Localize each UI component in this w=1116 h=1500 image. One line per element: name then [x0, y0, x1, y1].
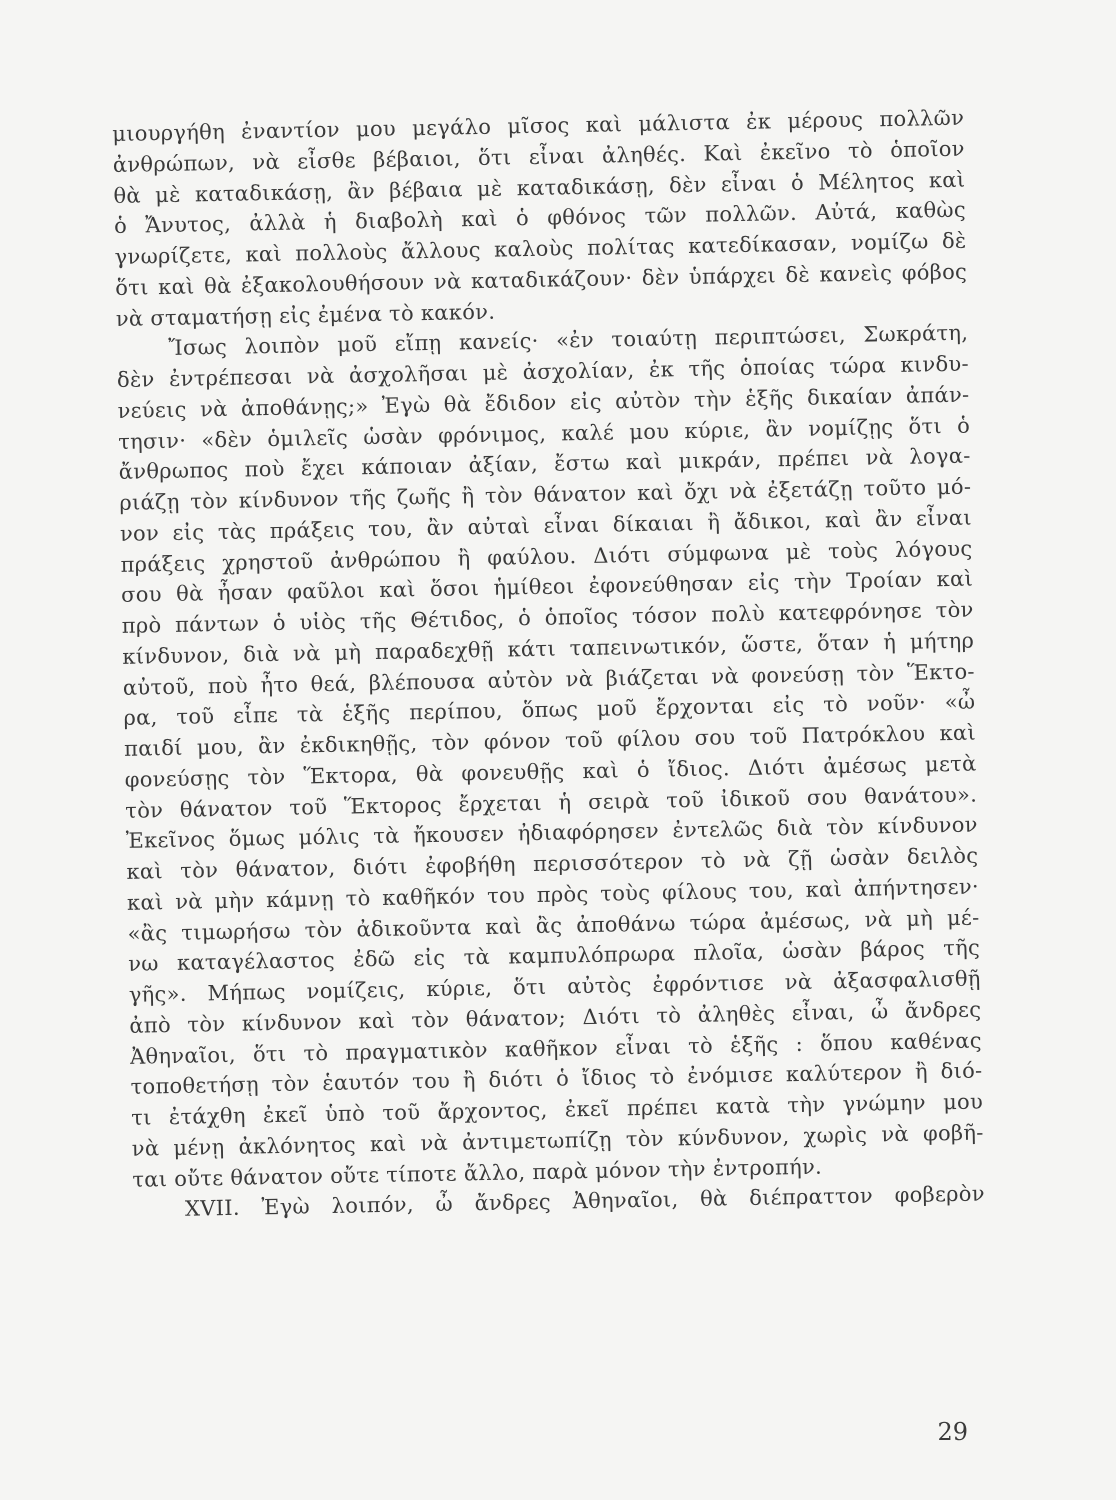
text-line: παιδί μου, ἂν ἐκδικηθῇς, τὸν φόνον τοῦ φίλου σου τοῦ Πατρόκλου καὶ [123, 720, 977, 761]
text-line: «ἂς τιμωρήσω τὸν ἀδικοῦντα καὶ ἂς ἀποθάνω τώρα ἀμέσως, νὰ μὴ μέ- [127, 904, 980, 946]
text-line: νεύεις νὰ ἀποθάνῃς;» Ἐγὼ θὰ ἔδιδον εἰς αὐτὸν τὴν ἑξῆς δικαίαν ἀπάν- [117, 382, 970, 423]
text-line: ται οὔτε θάνατον οὔτε τίποτε ἄλλο, παρὰ μόνον τὴν ἐντροπήν. [132, 1154, 823, 1192]
text-line: ριάζῃ τὸν κίνδυνον τῆς ζωῆς ἢ τὸν θάνατον καὶ ὄχι νὰ ἐξετάζῃ τοῦτο μό- [119, 474, 972, 515]
text-line: θὰ μὲ καταδικάσῃ, ἂν βέβαια μὲ καταδικάσῃ, δὲν εἶναι ὁ Μέλητος καὶ [113, 167, 966, 208]
text-line: ὁ Ἄνυτος, ἀλλὰ ἡ διαβολὴ καὶ ὁ φθόνος τῶν πολλῶν. Αὐτά, καθὼς [113, 197, 967, 239]
text-line: τησιν· «δὲν ὁμιλεῖς ὡσὰν φρόνιμος, καλέ μου κύριε, ἂν νομίζῃς ὅτι ὁ [117, 413, 971, 454]
text-line: γῆς». Μήπως νομίζεις, κύριε, ὅτι αὐτὸς ἐφρόντισε νὰ ἀξασφαλισθῇ [128, 966, 981, 1007]
text-line: ἄνθρωπος ποὺ ἔχει κάποιαν ἀξίαν, ἔστω καὶ μικράν, πρέπει νὰ λογα- [118, 443, 971, 485]
text-line: αὐτοῦ, ποὺ ἦτο θεά, βλέπουσα αὐτὸν νὰ βιάζεται νὰ φονεύσῃ τὸν Ἕκτο- [122, 659, 975, 700]
text-line: ὅτι καὶ θὰ ἐξακολουθήσουν νὰ καταδικάζουν· δὲν ὑπάρχει δὲ κανεὶς φόβος [115, 259, 968, 300]
text-line: τοποθετήσῃ τὸν ἑαυτόν του ἢ διότι ὁ ἴδιος τὸ ἐνόμισε καλύτερον ἢ διό- [130, 1058, 983, 1100]
text-line: γνωρίζετε, καὶ πολλοὺς ἄλλους καλοὺς πολίτας κατεδίκασαν, νομίζω δὲ [114, 228, 967, 269]
text-line: τὸν θάνατον τοῦ Ἕκτορος ἔρχεται ἡ σειρὰ τοῦ ἰδικοῦ σου θανάτου». [125, 782, 978, 823]
text-line: Ἐκεῖνος ὅμως μόλις τὰ ἤκουσεν ἠδιαφόρησεν ἐντελῶς διὰ τὸν κίνδυνον [125, 812, 978, 854]
body-text [112, 103, 985, 1226]
text-line: νον εἰς τὰς πράξεις του, ἂν αὐταὶ εἶναι δίκαιαι ἢ ἄδικοι, καὶ ἂν εἶναι [119, 505, 973, 546]
text-line: φονεύσῃς τὸν Ἕκτορα, θὰ φονευθῇς καὶ ὁ ἴδιος. Διότι ἀμέσως μετὰ [124, 751, 977, 792]
text-line: πρὸ πάντων ὁ υἱὸς τῆς Θέτιδος, ὁ ὁποῖος τόσον πολὺ κατεφρόνησε τὸν [121, 597, 974, 638]
text-line: ρα, τοῦ εἶπε τὰ ἑξῆς περίπου, ὅπως μοῦ ἔρχονται εἰς τὸ νοῦν· «ὦ [123, 689, 976, 731]
text-line: Ἀθηναῖοι, ὅτι τὸ πραγματικὸν καθῆκον εἶναι τὸ ἑξῆς : ὅπου καθένας [129, 1027, 983, 1069]
text-line: καὶ τὸν θάνατον, διότι ἐφοβήθη περισσότερον τὸ νὰ ζῇ ὡσὰν δειλὸς [126, 843, 979, 884]
text-line: κίνδυνον, διὰ νὰ μὴ παραδεχθῇ κάτι ταπεινωτικόν, ὥστε, ὅταν ἡ μήτηρ [122, 628, 975, 669]
text-line: πράξεις χρηστοῦ ἀνθρώπου ἢ φαύλου. Διότι σύμφωνα μὲ τοὺς λόγους [120, 536, 973, 577]
text-line: XVII. Ἐγὼ λοιπόν, ὦ ἄνδρες Ἀθηναῖοι, θὰ διέπραττον φοβερὸν [184, 1181, 986, 1222]
text-line: Ἴσως λοιπὸν μοῦ εἴπῃ κανείς· «ἐν τοιαύτῃ περιπτώσει, Σωκράτη, [168, 320, 969, 361]
text-line: δὲν ἐντρέπεσαι νὰ ἀσχολῆσαι μὲ ἀσχολίαν, ἐκ τῆς ὁποίας τώρα κινδυ- [116, 351, 970, 392]
text-line: νὰ σταματήσῃ εἰς ἐμένα τὸ κακόν. [115, 299, 496, 331]
text-line: τι ἐτάχθη ἐκεῖ ὑπὸ τοῦ ἄρχοντος, ἐκεῖ πρέπει κατὰ τὴν γνώμην μου [130, 1089, 984, 1130]
text-line: νω καταγέλαστος ἐδῶ εἰς τὰ καμπυλόπρωρα πλοῖα, ὡσὰν βάρος τῆς [127, 935, 981, 977]
page-number: 29 [937, 1418, 968, 1446]
text-line: ἀπὸ τὸν κίνδυνον καὶ τὸν θάνατον; Διότι τὸ ἀληθὲς εἶναι, ὦ ἄνδρες [129, 997, 982, 1038]
text-line: καὶ νὰ μὴν κάμνῃ τὸ καθῆκόν του πρὸς τοὺς φίλους του, καὶ ἀπήντησεν· [126, 874, 980, 915]
text-line: νὰ μένῃ ἀκλόνητος καὶ νὰ ἀντιμετωπίζῃ τὸν κύνδυνον, χωρὶς νὰ φοβῆ- [131, 1120, 984, 1161]
text-line: μιουργήθη ἐναντίον μου μεγάλο μῖσος καὶ μάλιστα ἐκ μέρους πολλῶν [112, 105, 965, 146]
text-line: σου θὰ ἦσαν φαῦλοι καὶ ὅσοι ἡμίθεοι ἐφονεύθησαν εἰς τὴν Τροίαν καὶ [120, 566, 974, 608]
text-line: ἀνθρώπων, νὰ εἶσθε βέβαιοι, ὅτι εἶναι ἀληθές. Καὶ ἐκεῖνο τὸ ὁποῖον [112, 136, 965, 177]
